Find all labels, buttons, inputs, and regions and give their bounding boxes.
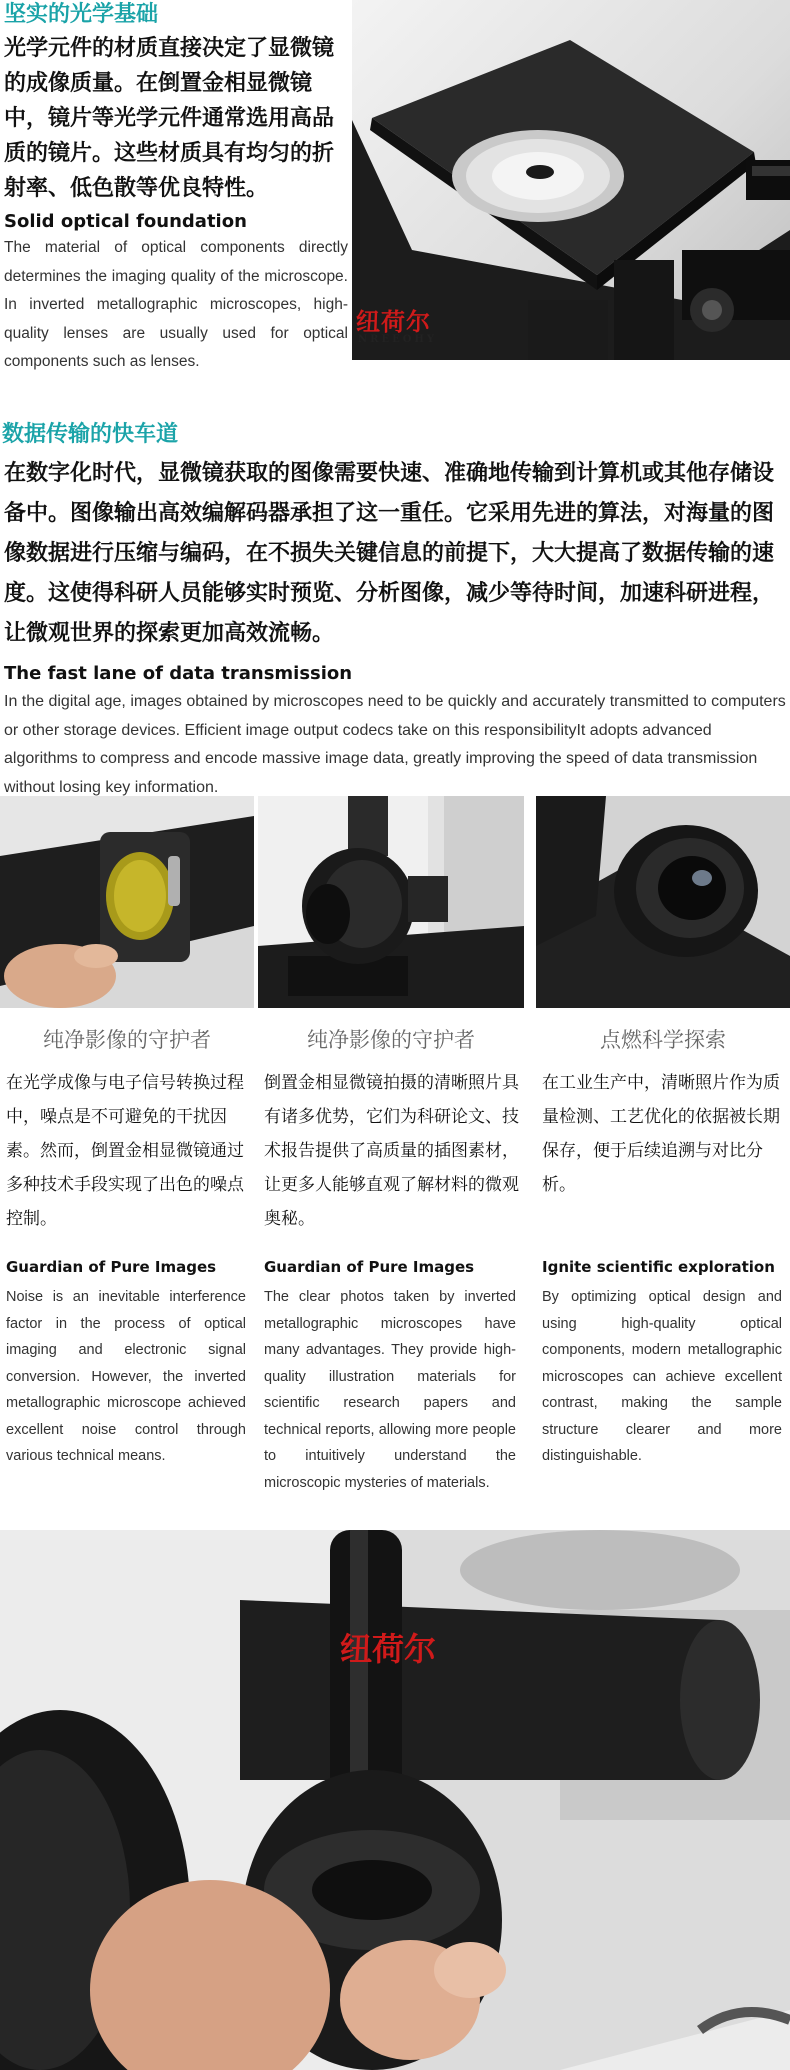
column-title-en: Guardian of Pure Images [264,1258,475,1276]
eyepiece-illustration [536,796,790,1008]
section-body-cn [4,31,348,206]
focus-knob-photo [258,796,524,1008]
section-body-cn: 在数字化时代，显微镜获取的图像需要快速、准确地传输到计算机或其他存储设备中。图像输出高效编解码器承担了这一重任。它采用先进的算法，对海量的图像数据进行压缩与编码，在不损失关键信息的前提下，大大提高了数据传输的速度。这使得科研人员能够实时预览、分析图像，减少等待时间，加速科研进程，让微观世界的探索更加高效流畅。 [4,461,775,646]
section-heading: 数据传输的快车道 [2,422,179,447]
section-body-en: The material of optical components directly determines the imaging quality of the microscope. In inverted metallographic microscopes, high-quality lenses are usually used for optical components such as lenses. [4,239,348,370]
adjustment-knob-illustration [0,1530,790,2070]
body-line: 的成像质量。在倒置金相显微镜 [4,71,313,96]
eyepiece-photo [536,796,790,1008]
column-caption: 纯净影像的守护者 [43,1028,211,1052]
body-line: 质的镜片。这些材质具有均匀的折 [4,141,335,166]
optical-foundation-section [0,0,790,410]
column-body-cn: 在光学成像与电子信号转换过程中，噪点是不可避免的干扰因素。然而，倒置金相显微镜通过多种技术手段实现了出色的噪点控制。 [6,1073,244,1229]
adjustment-knob-photo [0,1530,790,2070]
column-caption: 纯净影像的守护者 [307,1028,475,1052]
column-body-en: The clear photos taken by inverted metallographic microscopes have many advantages. They provide high-quality illustration materials for scientific research papers and technical reports, allowing more people to intuitively understand the microscopic mysteries of materials. [264,1289,516,1491]
filter-slider-photo [0,796,254,1008]
optical-foundation-text [4,0,348,377]
section-body-en: In the digital age, images obtained by microscopes need to be quickly and accurately transmitted to computers or other storage devices. Efficient image output codecs take on this responsibilityIt adopts advanced algorithms to compress and encode massive image data, greatly improving the speed of data transmission without losing key information. [4,693,786,796]
body-line: 射率、低色散等优良特性。 [4,176,269,201]
filter-slider-illustration [0,796,254,1008]
feature-columns [0,796,790,1526]
data-transmission-section [0,420,790,802]
column-body-cn: 在工业生产中，清晰照片作为质量检测、工艺优化的依据被长期保存，便于后续追溯与对比分析。 [542,1073,780,1195]
column-title-en: Ignite scientific exploration [542,1258,775,1276]
brand-watermark: 纽荷尔 [356,307,431,336]
section-heading: 坚实的光学基础 [4,2,159,27]
column-body-en: Noise is an inevitable interference factor in the process of optical imaging and electronic signal conversion. However, the inverted metallographic microscope achieved excellent noise control through various technical means. [6,1289,246,1464]
column-caption: 点燃科学探索 [600,1028,726,1052]
column-body-en: By optimizing optical design and using high-quality optical components, modern metallographic microscopes can achieve excellent contrast, making the sample structure clearer and more distinguishable. [542,1289,782,1464]
section-title-en: The fast lane of data transmission [4,663,353,684]
body-line: 中，镜片等光学元件通常选用高品 [4,106,335,131]
column-title-en: Guardian of Pure Images [6,1258,217,1276]
section-title-en: Solid optical foundation [4,211,247,232]
brand-watermark: 纽荷尔 [340,1630,437,1668]
focus-knob-illustration [258,796,524,1008]
brand-watermark-en: NREEOHY [358,334,437,345]
body-line: 光学元件的材质直接决定了显微镜 [4,36,335,61]
column-body-cn: 倒置金相显微镜拍摄的清晰照片具有诸多优势，它们为科研论文、技术报告提供了高质量的插图素材，让更多人能够直观了解材料的微观奥秘。 [264,1073,519,1229]
microscope-stage-photo [352,0,790,360]
